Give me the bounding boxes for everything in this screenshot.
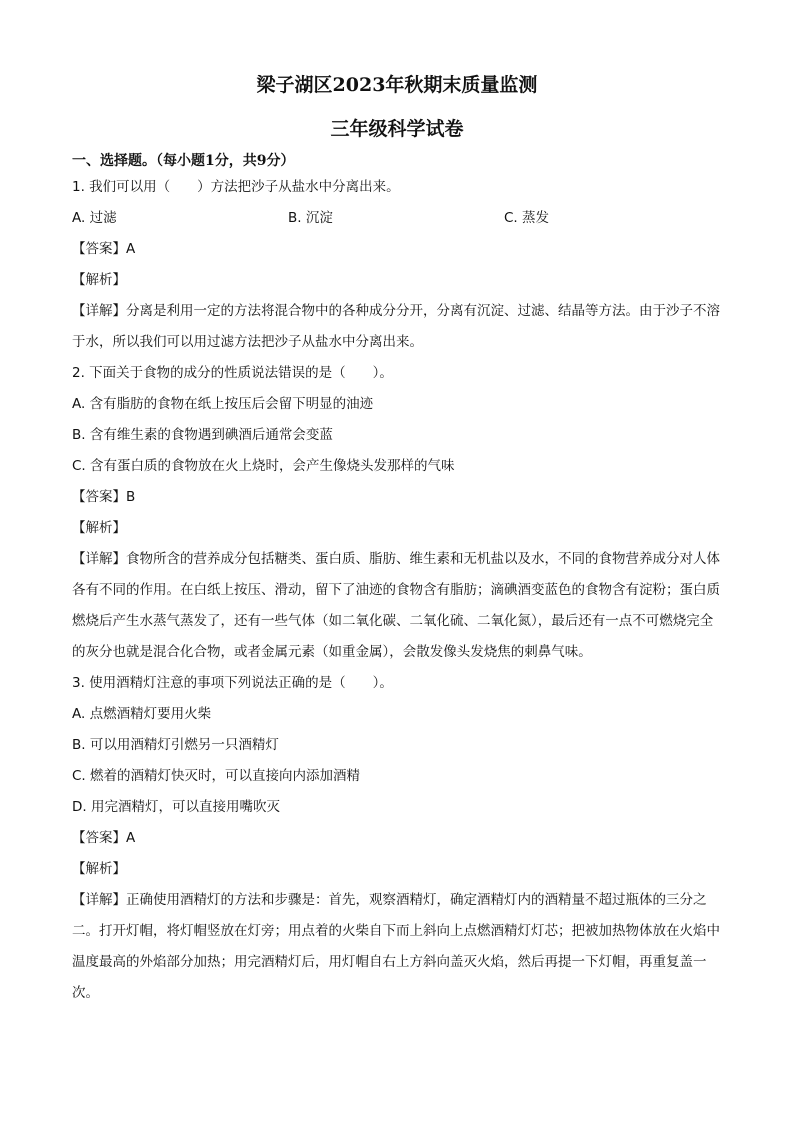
detail-label: 【详解】 <box>72 892 126 908</box>
detail-text: 正确使用酒精灯的方法和步骤是：首先，观察酒精灯，确定酒精灯内的酒精量不超过瓶体的三分之二。打开灯帽，将灯帽竖放在灯旁；用点着的火柴自下而上斜向上点燃酒精灯灯芯；把被加热物体放在火焰中温度最高的外焰部分加热；用完酒精灯后，用灯帽自右上方斜向盖灭火焰，然后再提一下灯帽，再重复盖一次。 <box>72 892 720 1001</box>
option-c: C. 燃着的酒精灯快灭时，可以直接向内添加酒精 <box>72 768 361 784</box>
question-3 <box>72 668 724 1009</box>
option-b: B. 沉淀 <box>288 210 333 226</box>
detail-paragraph <box>72 544 724 668</box>
option-a: A. 含有脂肪的食物在纸上按压后会留下明显的油迹 <box>72 396 374 412</box>
option-row <box>72 203 724 234</box>
question-stem: 3. 使用酒精灯注意的事项下列说法正确的是（ ）。 <box>72 675 393 691</box>
analysis-label: 【解析】 <box>72 272 126 288</box>
exam-subtitle: 三年级科学试卷 <box>330 118 464 140</box>
answer-line: 【答案】A <box>72 241 136 257</box>
question-list <box>72 172 724 1009</box>
option-b: B. 可以用酒精灯引燃另一只酒精灯 <box>72 737 279 753</box>
option-c: C. 蒸发 <box>504 210 550 226</box>
option-b: B. 含有维生素的食物遇到碘酒后通常会变蓝 <box>72 427 333 443</box>
answer-line: 【答案】A <box>72 830 136 846</box>
section-heading: 一、选择题。（每小题1分，共9分） <box>72 153 295 169</box>
question-stem: 1. 我们可以用（ ）方法把沙子从盐水中分离出来。 <box>72 179 400 195</box>
exam-title: 梁子湖区2023年秋期末质量监测 <box>256 74 538 96</box>
detail-label: 【详解】 <box>72 551 126 567</box>
question-1 <box>72 172 724 358</box>
detail-text: 食物所含的营养成分包括糖类、蛋白质、脂肪、维生素和无机盐以及水，不同的食物营养成分对人体各有不同的作用。在白纸上按压、滑动，留下了油迹的食物含有脂肪；滴碘酒变蓝色的食物含有淀粉；蛋白质燃烧后产生水蒸气蒸发了，还有一些气体（如二氧化碳、二氧化硫、二氧化氮），最后还有一点不可燃烧完全的灰分也就是混合化合物，或者金属元素（如重金属），会散发像头发烧焦的刺鼻气味。 <box>72 551 720 660</box>
option-d: D. 用完酒精灯，可以直接用嘴吹灭 <box>72 799 280 815</box>
detail-paragraph <box>72 885 724 1009</box>
detail-text: 分离是利用一定的方法将混合物中的各种成分分开，分离有沉淀、过滤、结晶等方法。由于沙子不溶于水，所以我们可以用过滤方法把沙子从盐水中分离出来。 <box>72 303 720 350</box>
detail-paragraph <box>72 296 724 358</box>
detail-label: 【详解】 <box>72 303 126 319</box>
analysis-label: 【解析】 <box>72 861 126 877</box>
analysis-label: 【解析】 <box>72 520 126 536</box>
option-a: A. 点燃酒精灯要用火柴 <box>72 706 212 722</box>
question-stem: 2. 下面关于食物的成分的性质说法错误的是（ ）。 <box>72 365 393 381</box>
option-a: A. 过滤 <box>72 210 117 226</box>
question-2 <box>72 358 724 668</box>
answer-line: 【答案】B <box>72 489 136 505</box>
option-c: C. 含有蛋白质的食物放在火上烧时，会产生像烧头发那样的气味 <box>72 458 455 474</box>
